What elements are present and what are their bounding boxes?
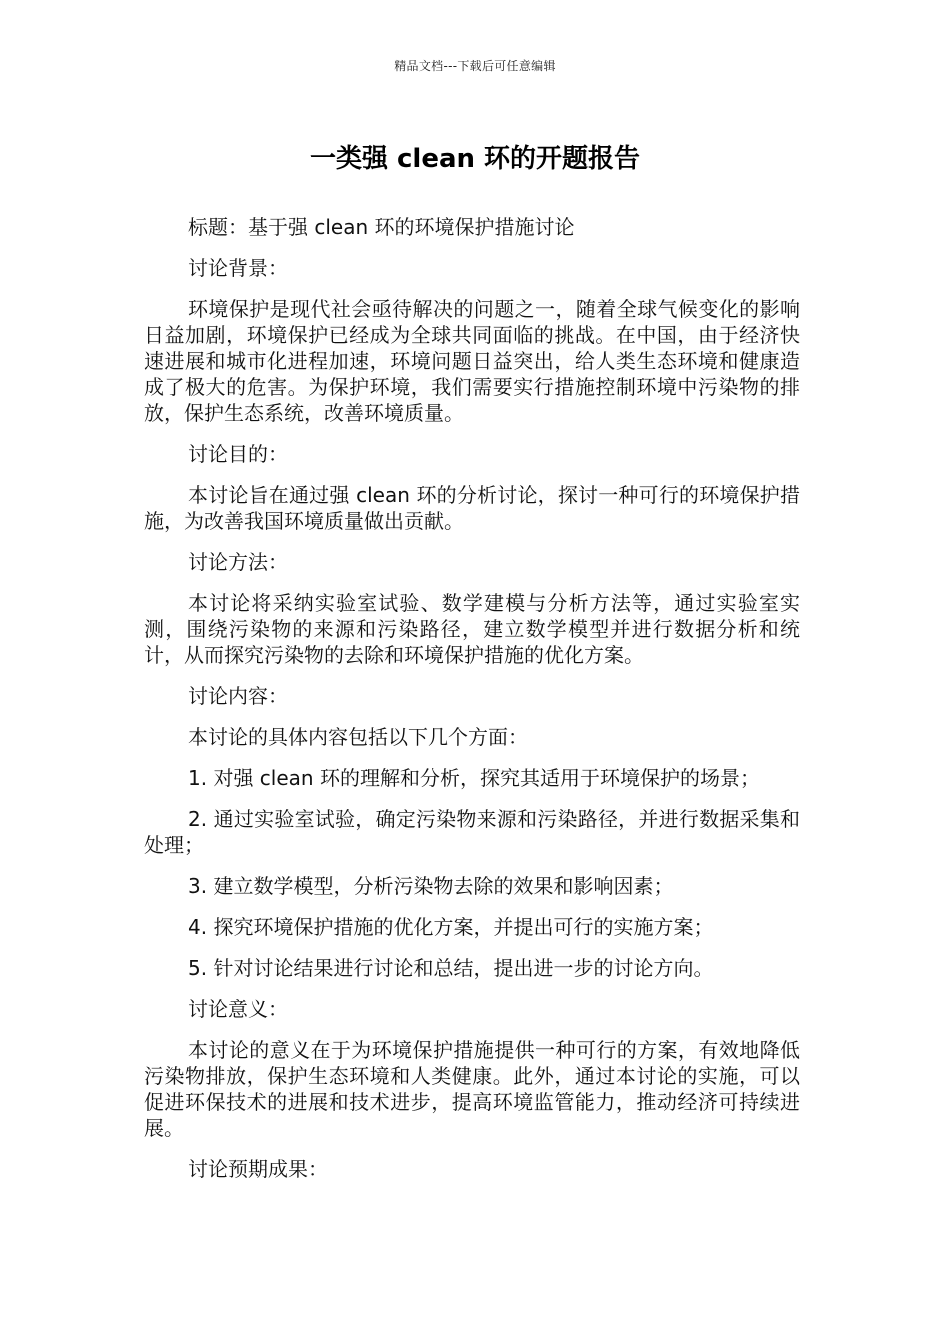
paragraph-method: 本讨论将采纳实验室试验、数学建模与分析方法等，通过实验室实测，围绕污染物的来源和污染路径，建立数学模型并进行数据分析和统计，从而探究污染物的去除和环境保护措施的优化方案。 bbox=[144, 591, 800, 667]
list-item-3: 3. 建立数学模型，分析污染物去除的效果和影响因素； bbox=[188, 874, 674, 898]
list-item-4: 4. 探究环境保护措施的优化方案，并提出可行的实施方案； bbox=[188, 915, 714, 939]
paragraph-background: 环境保护是现代社会亟待解决的问题之一，随着全球气候变化的影响日益加剧，环境保护已经成为全球共同面临的挑战。在中国，由于经济快速进展和城市化进程加速，环境问题日益突出，给人类生态环境和健康造成了极大的危害。为保护环境，我们需要实行措施控制环境中污染物的排放，保护生态系统，改善环境质量。 bbox=[144, 297, 800, 425]
heading-significance: 讨论意义： bbox=[188, 997, 288, 1021]
heading-background: 讨论背景： bbox=[188, 256, 288, 280]
list-item-5: 5. 针对讨论结果进行讨论和总结，提出进一步的讨论方向。 bbox=[188, 956, 714, 980]
paragraph-subject-title: 标题：基于强 clean 环的环境保护措施讨论 bbox=[188, 215, 575, 239]
paragraph-significance: 本讨论的意义在于为环境保护措施提供一种可行的方案，有效地降低污染物排放，保护生态环境和人类健康。此外，通过本讨论的实施，可以促进环保技术的进展和技术进步，提高环境监管能力，推动经济可持续进展。 bbox=[144, 1038, 800, 1140]
document-title: 一类强 clean 环的开题报告 bbox=[309, 144, 641, 174]
heading-purpose: 讨论目的： bbox=[188, 442, 288, 466]
list-item-1: 1. 对强 clean 环的理解和分析，探究其适用于环境保护的场景； bbox=[188, 766, 760, 790]
paragraph-purpose: 本讨论旨在通过强 clean 环的分析讨论，探讨一种可行的环境保护措施，为改善我国环境质量做出贡献。 bbox=[144, 483, 800, 533]
heading-method: 讨论方法： bbox=[188, 550, 288, 574]
heading-expected-results: 讨论预期成果： bbox=[188, 1157, 328, 1181]
heading-content: 讨论内容： bbox=[188, 684, 288, 708]
document-body bbox=[144, 214, 800, 1197]
list-item-2: 2. 通过实验室试验，确定污染物来源和污染路径，并进行数据采集和处理； bbox=[144, 807, 800, 857]
paragraph-content-intro: 本讨论的具体内容包括以下几个方面： bbox=[188, 725, 528, 749]
header-note: 精品文档---下载后可任意编辑 bbox=[394, 59, 556, 73]
